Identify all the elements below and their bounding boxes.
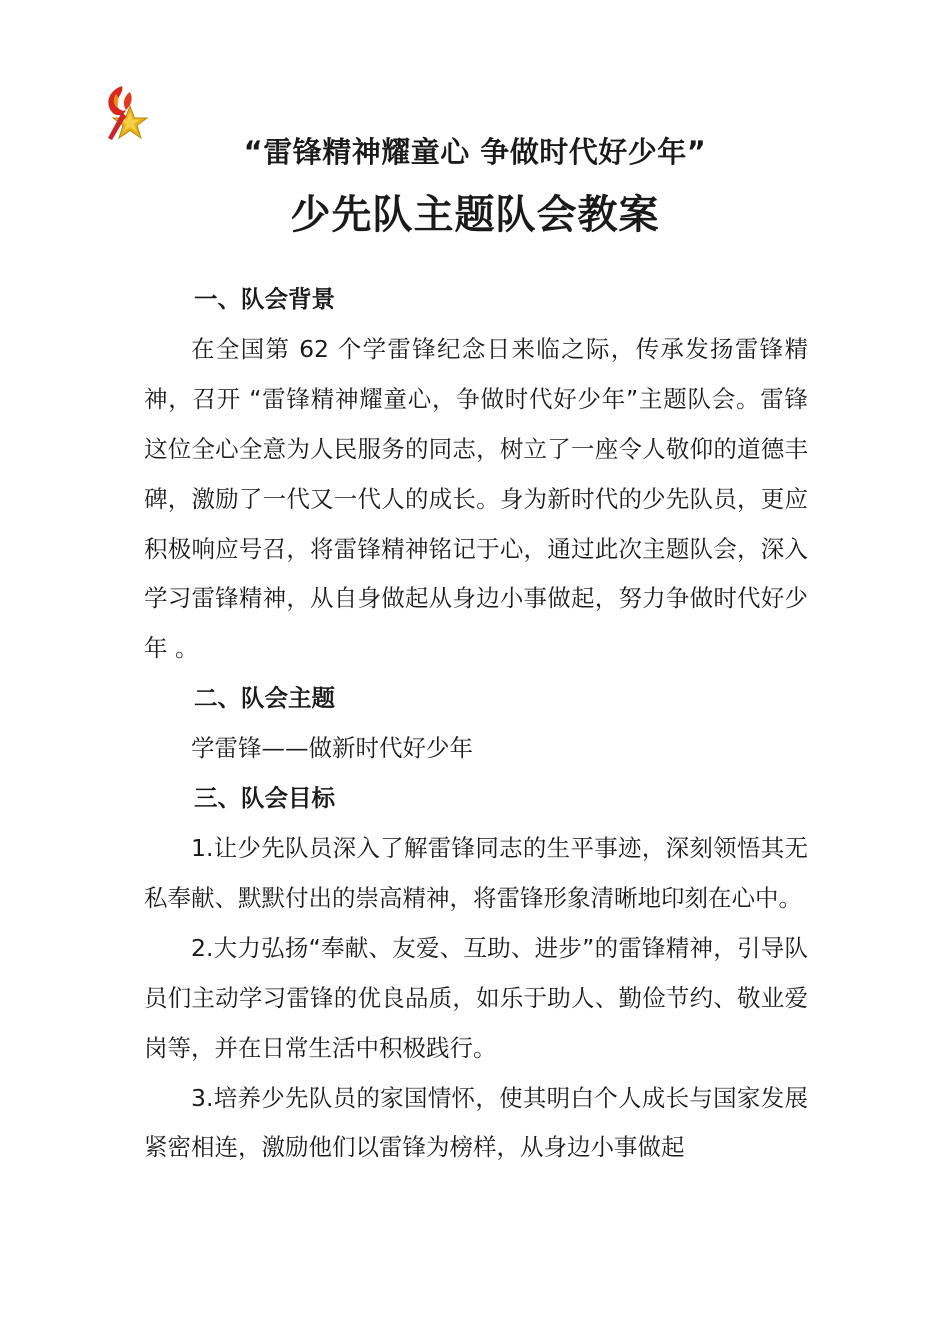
section-heading-theme: 二、队会主题 bbox=[194, 684, 335, 713]
document-title-line1: “雷锋精神耀童心 争做时代好少年” bbox=[243, 135, 707, 169]
goal-paragraph-2: 2.大力弘扬“奉献、友爱、互助、进步”的雷锋精神，引导队员们主动学习雷锋的优良品质，如乐于助人、勤俭节约、敬业爱岗等，并在日常生活中积极践行。 bbox=[144, 933, 808, 1062]
goal-paragraph-1: 1.让少先队员深入了解雷锋同志的生平事迹，深刻领悟其无私奉献、默默付出的崇高精神，将雷锋形象清晰地印刻在心中。 bbox=[144, 833, 808, 912]
background-paragraph: 在全国第 62 个学雷锋纪念日来临之际，传承发扬雷锋精神，召开 “雷锋精神耀童心，争做时代好少年”主题队会。雷锋这位全心全意为人民服务的同志，树立了一座令人敬仰的道德丰碑，激励了一代又一代人的成长。身为新时代的少先队员，更应积极响应号召，将雷锋精神铭记于心，通过此次主题队会，深入学习雷锋精神，从自身做起从身边小事做起，努力争做时代好少年 。 bbox=[144, 334, 808, 663]
document-body bbox=[144, 275, 808, 1173]
section-heading-goals: 三、队会目标 bbox=[194, 784, 335, 813]
theme-paragraph: 学雷锋——做新时代好少年 bbox=[191, 734, 473, 763]
goal-paragraph-3: 3.培养少先队员的家国情怀，使其明白个人成长与国家发展紧密相连，激励他们以雷锋为榜样，从身边小事做起 bbox=[144, 1083, 808, 1162]
document-title-line2: 少先队主题队会教案 bbox=[290, 192, 660, 238]
section-heading-background: 一、队会背景 bbox=[194, 285, 335, 313]
